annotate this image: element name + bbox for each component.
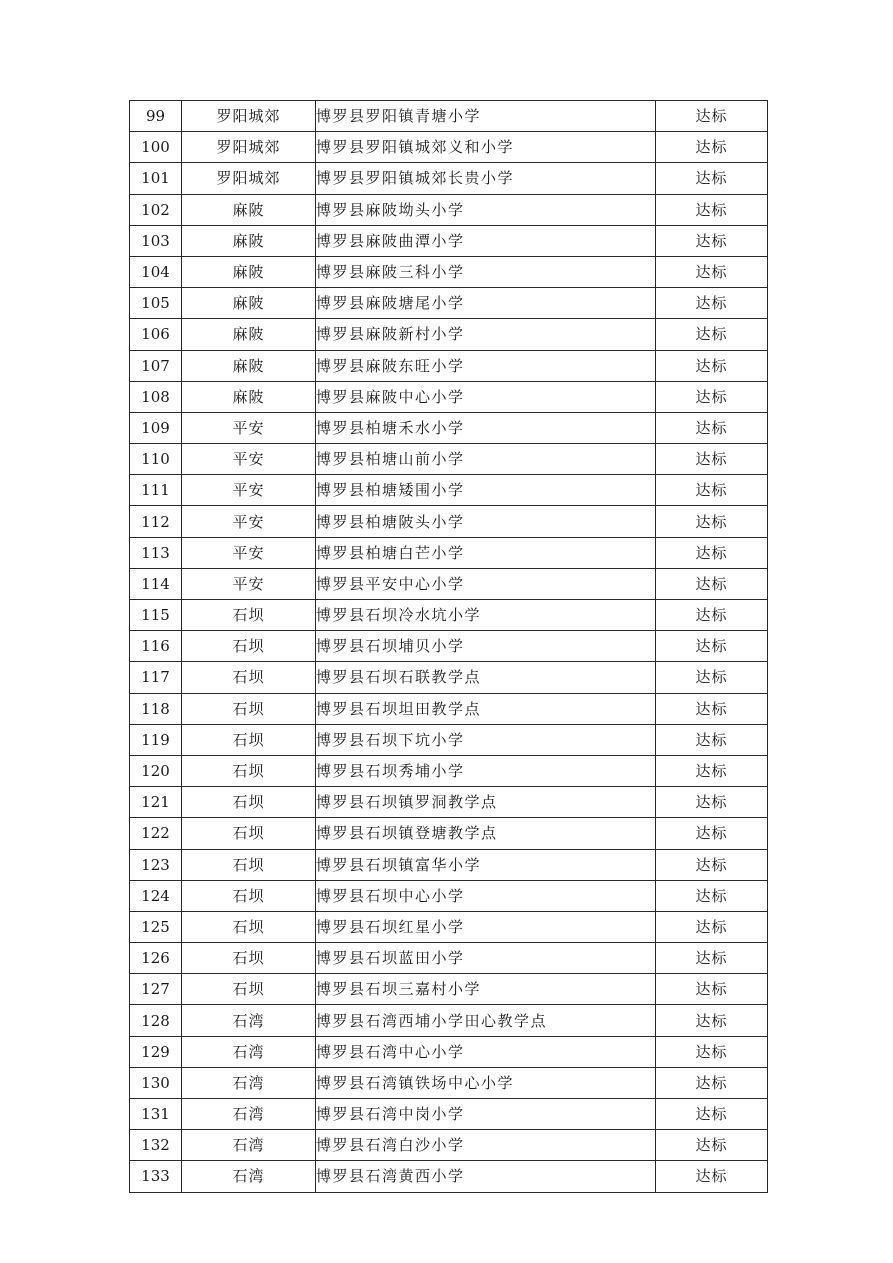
town-cell: 石坝: [182, 880, 316, 911]
town-cell: 平安: [182, 412, 316, 443]
status-cell: 达标: [656, 943, 768, 974]
row-number-cell: 99: [130, 101, 182, 132]
school-name-cell: 博罗县麻陂东旺小学: [316, 350, 656, 381]
row-number-cell: 102: [130, 194, 182, 225]
table-row: [130, 1036, 768, 1067]
status-cell: 达标: [656, 1099, 768, 1130]
table-row: [130, 1161, 768, 1192]
town-cell: 石湾: [182, 1099, 316, 1130]
town-cell: 石坝: [182, 974, 316, 1005]
row-number-cell: 128: [130, 1005, 182, 1036]
school-name-cell: 博罗县石湾中岗小学: [316, 1099, 656, 1130]
row-number-cell: 120: [130, 755, 182, 786]
town-cell: 石坝: [182, 724, 316, 755]
school-name-cell: 博罗县石坝三嘉村小学: [316, 974, 656, 1005]
table-row: [130, 537, 768, 568]
row-number-cell: 132: [130, 1130, 182, 1161]
row-number-cell: 129: [130, 1036, 182, 1067]
row-number-cell: 100: [130, 132, 182, 163]
town-cell: 平安: [182, 444, 316, 475]
row-number-cell: 108: [130, 381, 182, 412]
table-row: [130, 943, 768, 974]
table-row: [130, 381, 768, 412]
town-cell: 平安: [182, 506, 316, 537]
town-cell: 麻陂: [182, 194, 316, 225]
row-number-cell: 122: [130, 818, 182, 849]
status-cell: 达标: [656, 412, 768, 443]
town-cell: 麻陂: [182, 319, 316, 350]
school-name-cell: 博罗县石坝冷水坑小学: [316, 600, 656, 631]
school-name-cell: 博罗县柏塘陂头小学: [316, 506, 656, 537]
town-cell: 石坝: [182, 818, 316, 849]
status-cell: 达标: [656, 974, 768, 1005]
school-name-cell: 博罗县石坝下坑小学: [316, 724, 656, 755]
status-cell: 达标: [656, 755, 768, 786]
row-number-cell: 118: [130, 693, 182, 724]
school-name-cell: 博罗县石坝蓝田小学: [316, 943, 656, 974]
status-cell: 达标: [656, 849, 768, 880]
status-cell: 达标: [656, 132, 768, 163]
row-number-cell: 105: [130, 288, 182, 319]
table-row: [130, 350, 768, 381]
status-cell: 达标: [656, 693, 768, 724]
town-cell: 麻陂: [182, 256, 316, 287]
status-cell: 达标: [656, 225, 768, 256]
school-name-cell: 博罗县柏塘白芒小学: [316, 537, 656, 568]
school-name-cell: 博罗县麻陂三科小学: [316, 256, 656, 287]
town-cell: 石湾: [182, 1161, 316, 1192]
table-row: [130, 849, 768, 880]
table-row: [130, 506, 768, 537]
row-number-cell: 116: [130, 631, 182, 662]
row-number-cell: 121: [130, 787, 182, 818]
status-cell: 达标: [656, 662, 768, 693]
table-row: [130, 132, 768, 163]
row-number-cell: 130: [130, 1067, 182, 1098]
school-name-cell: 博罗县柏塘禾水小学: [316, 412, 656, 443]
row-number-cell: 126: [130, 943, 182, 974]
table-row: [130, 974, 768, 1005]
status-cell: 达标: [656, 1130, 768, 1161]
table-row: [130, 911, 768, 942]
school-name-cell: 博罗县石坝镇富华小学: [316, 849, 656, 880]
row-number-cell: 125: [130, 911, 182, 942]
table-row: [130, 475, 768, 506]
status-cell: 达标: [656, 724, 768, 755]
table-row: [130, 1005, 768, 1036]
table-row: [130, 724, 768, 755]
school-name-cell: 博罗县石湾中心小学: [316, 1036, 656, 1067]
table-row: [130, 568, 768, 599]
row-number-cell: 115: [130, 600, 182, 631]
status-cell: 达标: [656, 506, 768, 537]
status-cell: 达标: [656, 1005, 768, 1036]
school-name-cell: 博罗县石坝石联教学点: [316, 662, 656, 693]
town-cell: 石湾: [182, 1130, 316, 1161]
status-cell: 达标: [656, 880, 768, 911]
status-cell: 达标: [656, 194, 768, 225]
row-number-cell: 111: [130, 475, 182, 506]
town-cell: 麻陂: [182, 381, 316, 412]
school-name-cell: 博罗县罗阳镇城郊长贵小学: [316, 163, 656, 194]
status-cell: 达标: [656, 381, 768, 412]
status-cell: 达标: [656, 911, 768, 942]
table-row: [130, 662, 768, 693]
table-row: [130, 755, 768, 786]
row-number-cell: 106: [130, 319, 182, 350]
town-cell: 罗阳城郊: [182, 132, 316, 163]
school-name-cell: 博罗县石湾镇铁场中心小学: [316, 1067, 656, 1098]
status-cell: 达标: [656, 288, 768, 319]
school-name-cell: 博罗县石湾白沙小学: [316, 1130, 656, 1161]
school-name-cell: 博罗县麻陂坳头小学: [316, 194, 656, 225]
town-cell: 石湾: [182, 1036, 316, 1067]
row-number-cell: 107: [130, 350, 182, 381]
status-cell: 达标: [656, 1161, 768, 1192]
town-cell: 罗阳城郊: [182, 163, 316, 194]
table-row: [130, 880, 768, 911]
status-cell: 达标: [656, 256, 768, 287]
row-number-cell: 124: [130, 880, 182, 911]
school-name-cell: 博罗县麻陂中心小学: [316, 381, 656, 412]
town-cell: 石坝: [182, 662, 316, 693]
table-row: [130, 1067, 768, 1098]
school-name-cell: 博罗县石坝镇登塘教学点: [316, 818, 656, 849]
town-cell: 罗阳城郊: [182, 101, 316, 132]
town-cell: 石坝: [182, 911, 316, 942]
table-row: [130, 256, 768, 287]
school-name-cell: 博罗县石坝红星小学: [316, 911, 656, 942]
row-number-cell: 103: [130, 225, 182, 256]
town-cell: 麻陂: [182, 225, 316, 256]
school-status-table: [129, 100, 768, 1193]
row-number-cell: 110: [130, 444, 182, 475]
school-name-cell: 博罗县柏塘矮围小学: [316, 475, 656, 506]
school-name-cell: 博罗县石湾西埔小学田心教学点: [316, 1005, 656, 1036]
status-cell: 达标: [656, 319, 768, 350]
town-cell: 石坝: [182, 693, 316, 724]
row-number-cell: 119: [130, 724, 182, 755]
town-cell: 石坝: [182, 631, 316, 662]
table-row: [130, 444, 768, 475]
row-number-cell: 127: [130, 974, 182, 1005]
status-cell: 达标: [656, 163, 768, 194]
school-name-cell: 博罗县石坝镇罗洞教学点: [316, 787, 656, 818]
school-name-cell: 博罗县石坝埔贝小学: [316, 631, 656, 662]
table-row: [130, 288, 768, 319]
school-name-cell: 博罗县石湾黄西小学: [316, 1161, 656, 1192]
town-cell: 石坝: [182, 600, 316, 631]
school-name-cell: 博罗县罗阳镇青塘小学: [316, 101, 656, 132]
table-row: [130, 412, 768, 443]
town-cell: 麻陂: [182, 288, 316, 319]
row-number-cell: 112: [130, 506, 182, 537]
table-row: [130, 693, 768, 724]
school-name-cell: 博罗县石坝坦田教学点: [316, 693, 656, 724]
row-number-cell: 101: [130, 163, 182, 194]
row-number-cell: 113: [130, 537, 182, 568]
school-name-cell: 博罗县麻陂曲潭小学: [316, 225, 656, 256]
row-number-cell: 123: [130, 849, 182, 880]
table-row: [130, 818, 768, 849]
row-number-cell: 117: [130, 662, 182, 693]
town-cell: 石坝: [182, 943, 316, 974]
table-row: [130, 319, 768, 350]
row-number-cell: 133: [130, 1161, 182, 1192]
table-row: [130, 194, 768, 225]
status-cell: 达标: [656, 1067, 768, 1098]
row-number-cell: 114: [130, 568, 182, 599]
town-cell: 石湾: [182, 1067, 316, 1098]
table-row: [130, 1099, 768, 1130]
status-cell: 达标: [656, 350, 768, 381]
school-name-cell: 博罗县石坝秀埔小学: [316, 755, 656, 786]
town-cell: 石坝: [182, 849, 316, 880]
school-name-cell: 博罗县柏塘山前小学: [316, 444, 656, 475]
table-row: [130, 1130, 768, 1161]
status-cell: 达标: [656, 537, 768, 568]
school-name-cell: 博罗县罗阳镇城郊义和小学: [316, 132, 656, 163]
status-cell: 达标: [656, 475, 768, 506]
row-number-cell: 131: [130, 1099, 182, 1130]
row-number-cell: 104: [130, 256, 182, 287]
school-name-cell: 博罗县石坝中心小学: [316, 880, 656, 911]
table-row: [130, 631, 768, 662]
table-row: [130, 787, 768, 818]
status-cell: 达标: [656, 444, 768, 475]
town-cell: 平安: [182, 475, 316, 506]
town-cell: 石湾: [182, 1005, 316, 1036]
town-cell: 石坝: [182, 787, 316, 818]
status-cell: 达标: [656, 101, 768, 132]
table-row: [130, 225, 768, 256]
school-name-cell: 博罗县麻陂新村小学: [316, 319, 656, 350]
status-cell: 达标: [656, 787, 768, 818]
town-cell: 平安: [182, 537, 316, 568]
table-body: [130, 101, 768, 1193]
status-cell: 达标: [656, 631, 768, 662]
status-cell: 达标: [656, 600, 768, 631]
school-name-cell: 博罗县平安中心小学: [316, 568, 656, 599]
school-name-cell: 博罗县麻陂塘尾小学: [316, 288, 656, 319]
town-cell: 麻陂: [182, 350, 316, 381]
table-row: [130, 163, 768, 194]
town-cell: 平安: [182, 568, 316, 599]
status-cell: 达标: [656, 1036, 768, 1067]
table-row: [130, 101, 768, 132]
town-cell: 石坝: [182, 755, 316, 786]
table-row: [130, 600, 768, 631]
status-cell: 达标: [656, 568, 768, 599]
status-cell: 达标: [656, 818, 768, 849]
row-number-cell: 109: [130, 412, 182, 443]
